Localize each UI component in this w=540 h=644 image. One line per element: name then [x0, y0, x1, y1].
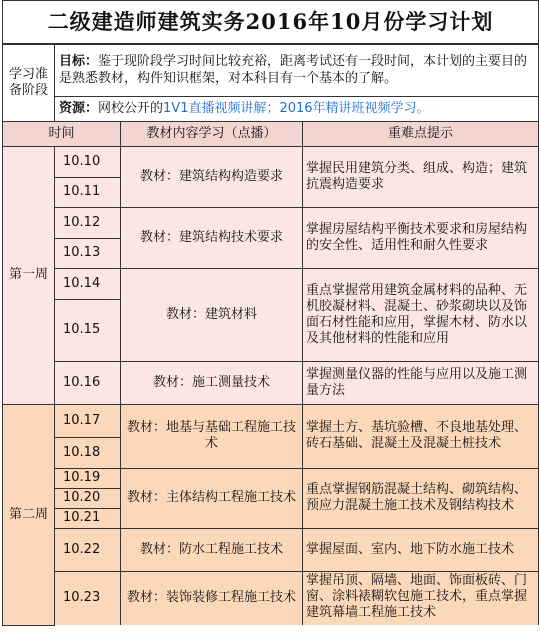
- table-row: [3, 361, 539, 404]
- week1-label: 第一周: [3, 146, 55, 404]
- table-row: [3, 146, 539, 177]
- date-cell: 10.20: [55, 488, 121, 508]
- key-cell: 掌握测量仪器的性能与应用以及施工测量方法: [303, 361, 539, 404]
- content-cell: 教材：地基与基础工程施工技术: [121, 404, 303, 468]
- study-plan-table: [2, 0, 539, 626]
- key-cell: 掌握土方、基坑验槽、不良地基处理、砖石基础、混凝土及混凝土桩技术: [303, 404, 539, 468]
- date-cell: 10.19: [55, 468, 121, 488]
- date-cell: 10.16: [55, 361, 121, 404]
- prep-goal-row: [3, 44, 539, 96]
- table-row: [3, 268, 539, 299]
- key-cell: 重点掌握常用建筑金属材料的品种、无机胶凝材料、混凝土、砂浆砌块以及饰面石材性能和应用，掌握木材、防水以及其他材料的性能和应用: [303, 268, 539, 361]
- resource-text: 网校公开的: [98, 100, 164, 116]
- date-cell: 10.11: [55, 177, 121, 207]
- content-cell: 教材：建筑结构技术要求: [121, 207, 303, 268]
- table-row: [3, 207, 539, 238]
- page-title: 二级建造师建筑实务2016年10月份学习计划: [3, 1, 539, 45]
- content-cell: 教材：建筑材料: [121, 268, 303, 361]
- resource-link[interactable]: 1V1直播视频讲解；2016年精讲班视频学习。: [163, 100, 430, 116]
- table-row: [3, 528, 539, 571]
- date-cell: 10.15: [55, 299, 121, 361]
- date-cell: 10.21: [55, 508, 121, 528]
- resource-label: 资源：: [59, 100, 99, 116]
- key-cell: 重点掌握钢筋混凝土结构、砌筑结构、预应力混凝土施工技术及钢结构技术: [303, 468, 539, 528]
- week2-label: 第二周: [3, 404, 55, 625]
- content-cell: 教材：主体结构工程施工技术: [121, 468, 303, 528]
- header-content: 教材内容学习（点播）: [121, 121, 303, 146]
- table-row: [3, 404, 539, 437]
- key-cell: 掌握民用建筑分类、组成、构造；建筑抗震构造要求: [303, 146, 539, 207]
- table-row: [3, 468, 539, 488]
- key-cell: 掌握屋面、室内、地下防水施工技术: [303, 528, 539, 571]
- date-cell: 10.10: [55, 146, 121, 177]
- key-cell: 掌握吊顶、隔墙、地面、饰面板砖、门窗、涂料裱糊软包施工技术，重点掌握建筑幕墙工程施工技术: [303, 571, 539, 625]
- table-row: [3, 571, 539, 625]
- header-time: 时间: [3, 121, 121, 146]
- date-cell: 10.22: [55, 528, 121, 571]
- content-cell: 教材：施工测量技术: [121, 361, 303, 404]
- content-cell: 教材：建筑结构构造要求: [121, 146, 303, 207]
- date-cell: 10.14: [55, 268, 121, 299]
- date-cell: 10.12: [55, 207, 121, 238]
- date-cell: 10.23: [55, 571, 121, 625]
- date-cell: 10.18: [55, 437, 121, 468]
- goal-label: 目标：: [59, 54, 99, 70]
- prep-resource-row: [3, 96, 539, 121]
- content-cell: 教材：防水工程施工技术: [121, 528, 303, 571]
- goal-text: 鉴于现阶段学习时间比较充裕，距离考试还有一段时间，本计划的主要目的是熟悉教材，构件知识框架，对本科目有一个基本的了解。: [59, 54, 528, 87]
- prep-stage-label: 学习准备阶段: [3, 44, 55, 121]
- content-cell: 教材：装饰装修工程施工技术: [121, 571, 303, 625]
- goal-cell: [55, 44, 539, 96]
- date-cell: 10.17: [55, 404, 121, 437]
- key-cell: 掌握房屋结构平衡技术要求和房屋结构的安全性、适用性和耐久性要求: [303, 207, 539, 268]
- resource-cell: [55, 96, 539, 121]
- date-cell: 10.13: [55, 238, 121, 268]
- header-row: [3, 121, 539, 146]
- header-key: 重难点提示: [303, 121, 539, 146]
